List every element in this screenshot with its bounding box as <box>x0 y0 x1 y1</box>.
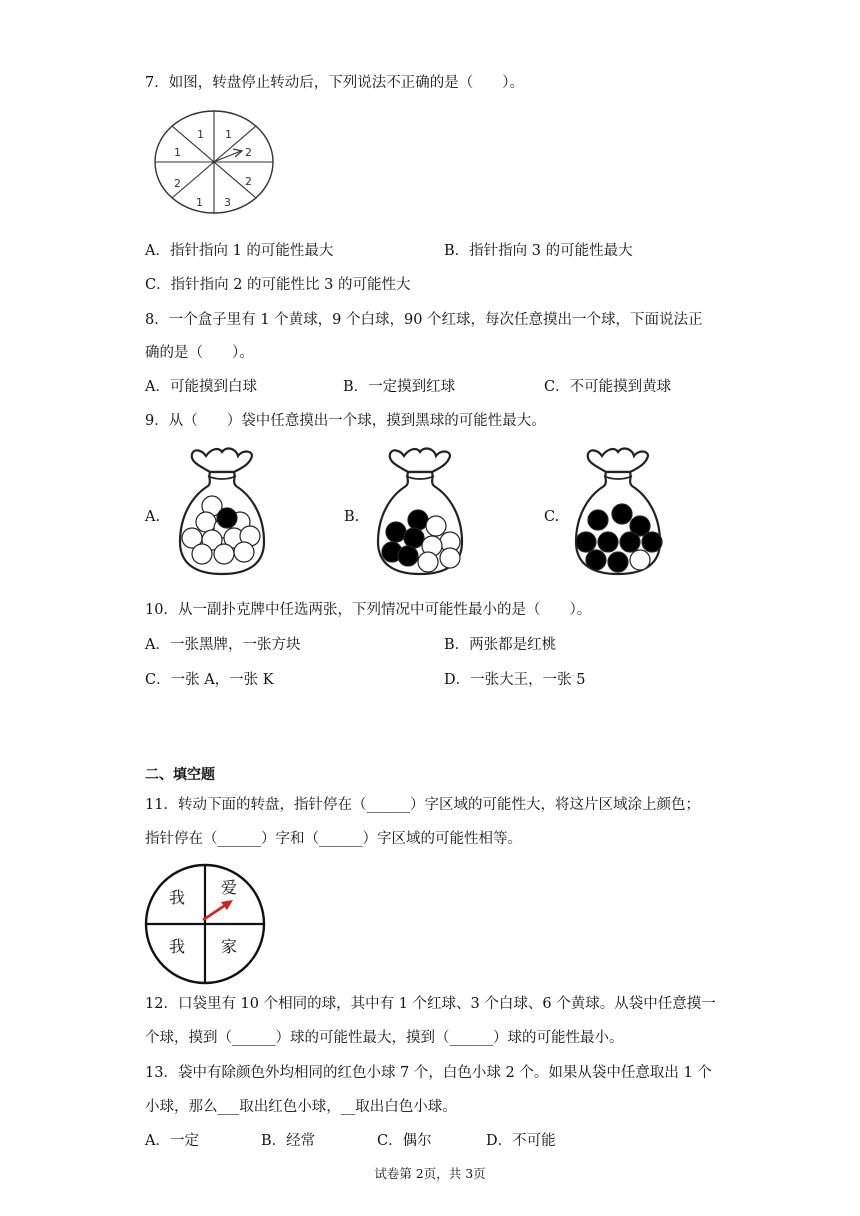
q13-option-a: A．一定 <box>145 1133 199 1149</box>
q12-stem-line2: 个球，摸到（______）球的可能性最大，摸到（______）球的可能性最小。 <box>145 1030 624 1046</box>
bag-b-icon <box>370 446 470 580</box>
q8-option-a: A．可能摸到白球 <box>145 379 257 395</box>
q7-sector-label: 1 <box>197 128 204 141</box>
q10-option-b: B．两张都是红桃 <box>444 637 557 653</box>
q13-option-d: D．不可能 <box>486 1133 556 1149</box>
q7-sector-label: 1 <box>225 128 232 141</box>
q8-option-b: B．一定摸到红球 <box>343 379 456 395</box>
q11-spinner <box>143 862 267 986</box>
q7-option-c: C．指针指向 2 的可能性比 3 的可能性大 <box>145 277 411 293</box>
section-title: 二、填空题 <box>145 767 215 783</box>
q13-option-b: B．经常 <box>261 1133 316 1149</box>
q7-stem: 7．如图，转盘停止转动后，下列说法不正确的是（ ）。 <box>145 75 524 91</box>
q7-spinner-face <box>150 110 278 214</box>
bag-c-icon <box>568 446 668 580</box>
q11-sector-char: 我 <box>169 937 186 956</box>
q10-option-a: A．一张黑牌，一张方块 <box>145 637 301 653</box>
q7-option-a: A．指针指向 1 的可能性最大 <box>145 243 334 259</box>
q11-sector-char: 我 <box>169 888 186 907</box>
q9-option-a: A. <box>145 509 161 525</box>
q10-option-c: C．一张 A，一张 K <box>145 672 274 688</box>
q11-stem-line1: 11．转动下面的转盘，指针停在（______）字区域的可能性大，将这片区域涂上颜色； <box>145 797 700 813</box>
q7-option-b: B．指针指向 3 的可能性最大 <box>444 243 633 259</box>
q12-stem-line1: 12．口袋里有 10 个相同的球，其中有 1 个红球、3 个白球、6 个黄球。从袋中任意摸一 <box>145 996 716 1012</box>
q13-stem-line1: 13．袋中有除颜色外均相同的红色小球 7 个，白色小球 2 个。如果从袋中任意取出 1 个 <box>145 1065 712 1081</box>
page-footer: 试卷第 2页，共 3页 <box>374 1166 486 1181</box>
q8-option-c: C．不可能摸到黄球 <box>544 379 672 395</box>
q9-option-c: C. <box>544 509 560 525</box>
q11-sector-char: 家 <box>221 937 238 956</box>
bag-a-icon <box>172 446 272 580</box>
q11-sector-char: 爱 <box>221 878 238 897</box>
q13-stem-line2: 小球，那么___取出红色小球，__取出白色小球。 <box>145 1099 457 1115</box>
q7-sector-label: 2 <box>245 146 252 159</box>
q10-stem: 10．从一副扑克牌中任选两张，下列情况中可能性最小的是（ ）。 <box>145 602 592 618</box>
q8-stem-line2: 确的是（ ）。 <box>145 345 254 361</box>
q7-sector-label: 2 <box>174 177 181 190</box>
q7-sector-label: 2 <box>245 175 252 188</box>
q13-option-c: C．偶尔 <box>377 1133 432 1149</box>
q10-option-d: D．一张大王，一张 5 <box>444 672 586 688</box>
q7-sector-label: 1 <box>196 196 203 209</box>
q9-option-b: B. <box>344 509 360 525</box>
q11-stem-line2: 指针停在（______）字和（______）字区域的可能性相等。 <box>145 831 522 847</box>
q7-sector-label: 3 <box>224 196 231 209</box>
q7-sector-label: 1 <box>174 146 181 159</box>
q9-stem: 9．从（ ）袋中任意摸出一个球，摸到黑球的可能性最大。 <box>145 413 546 429</box>
q8-stem-line1: 8．一个盒子里有 1 个黄球，9 个白球，90 个红球，每次任意摸出一个球，下面说法正 <box>145 312 703 328</box>
